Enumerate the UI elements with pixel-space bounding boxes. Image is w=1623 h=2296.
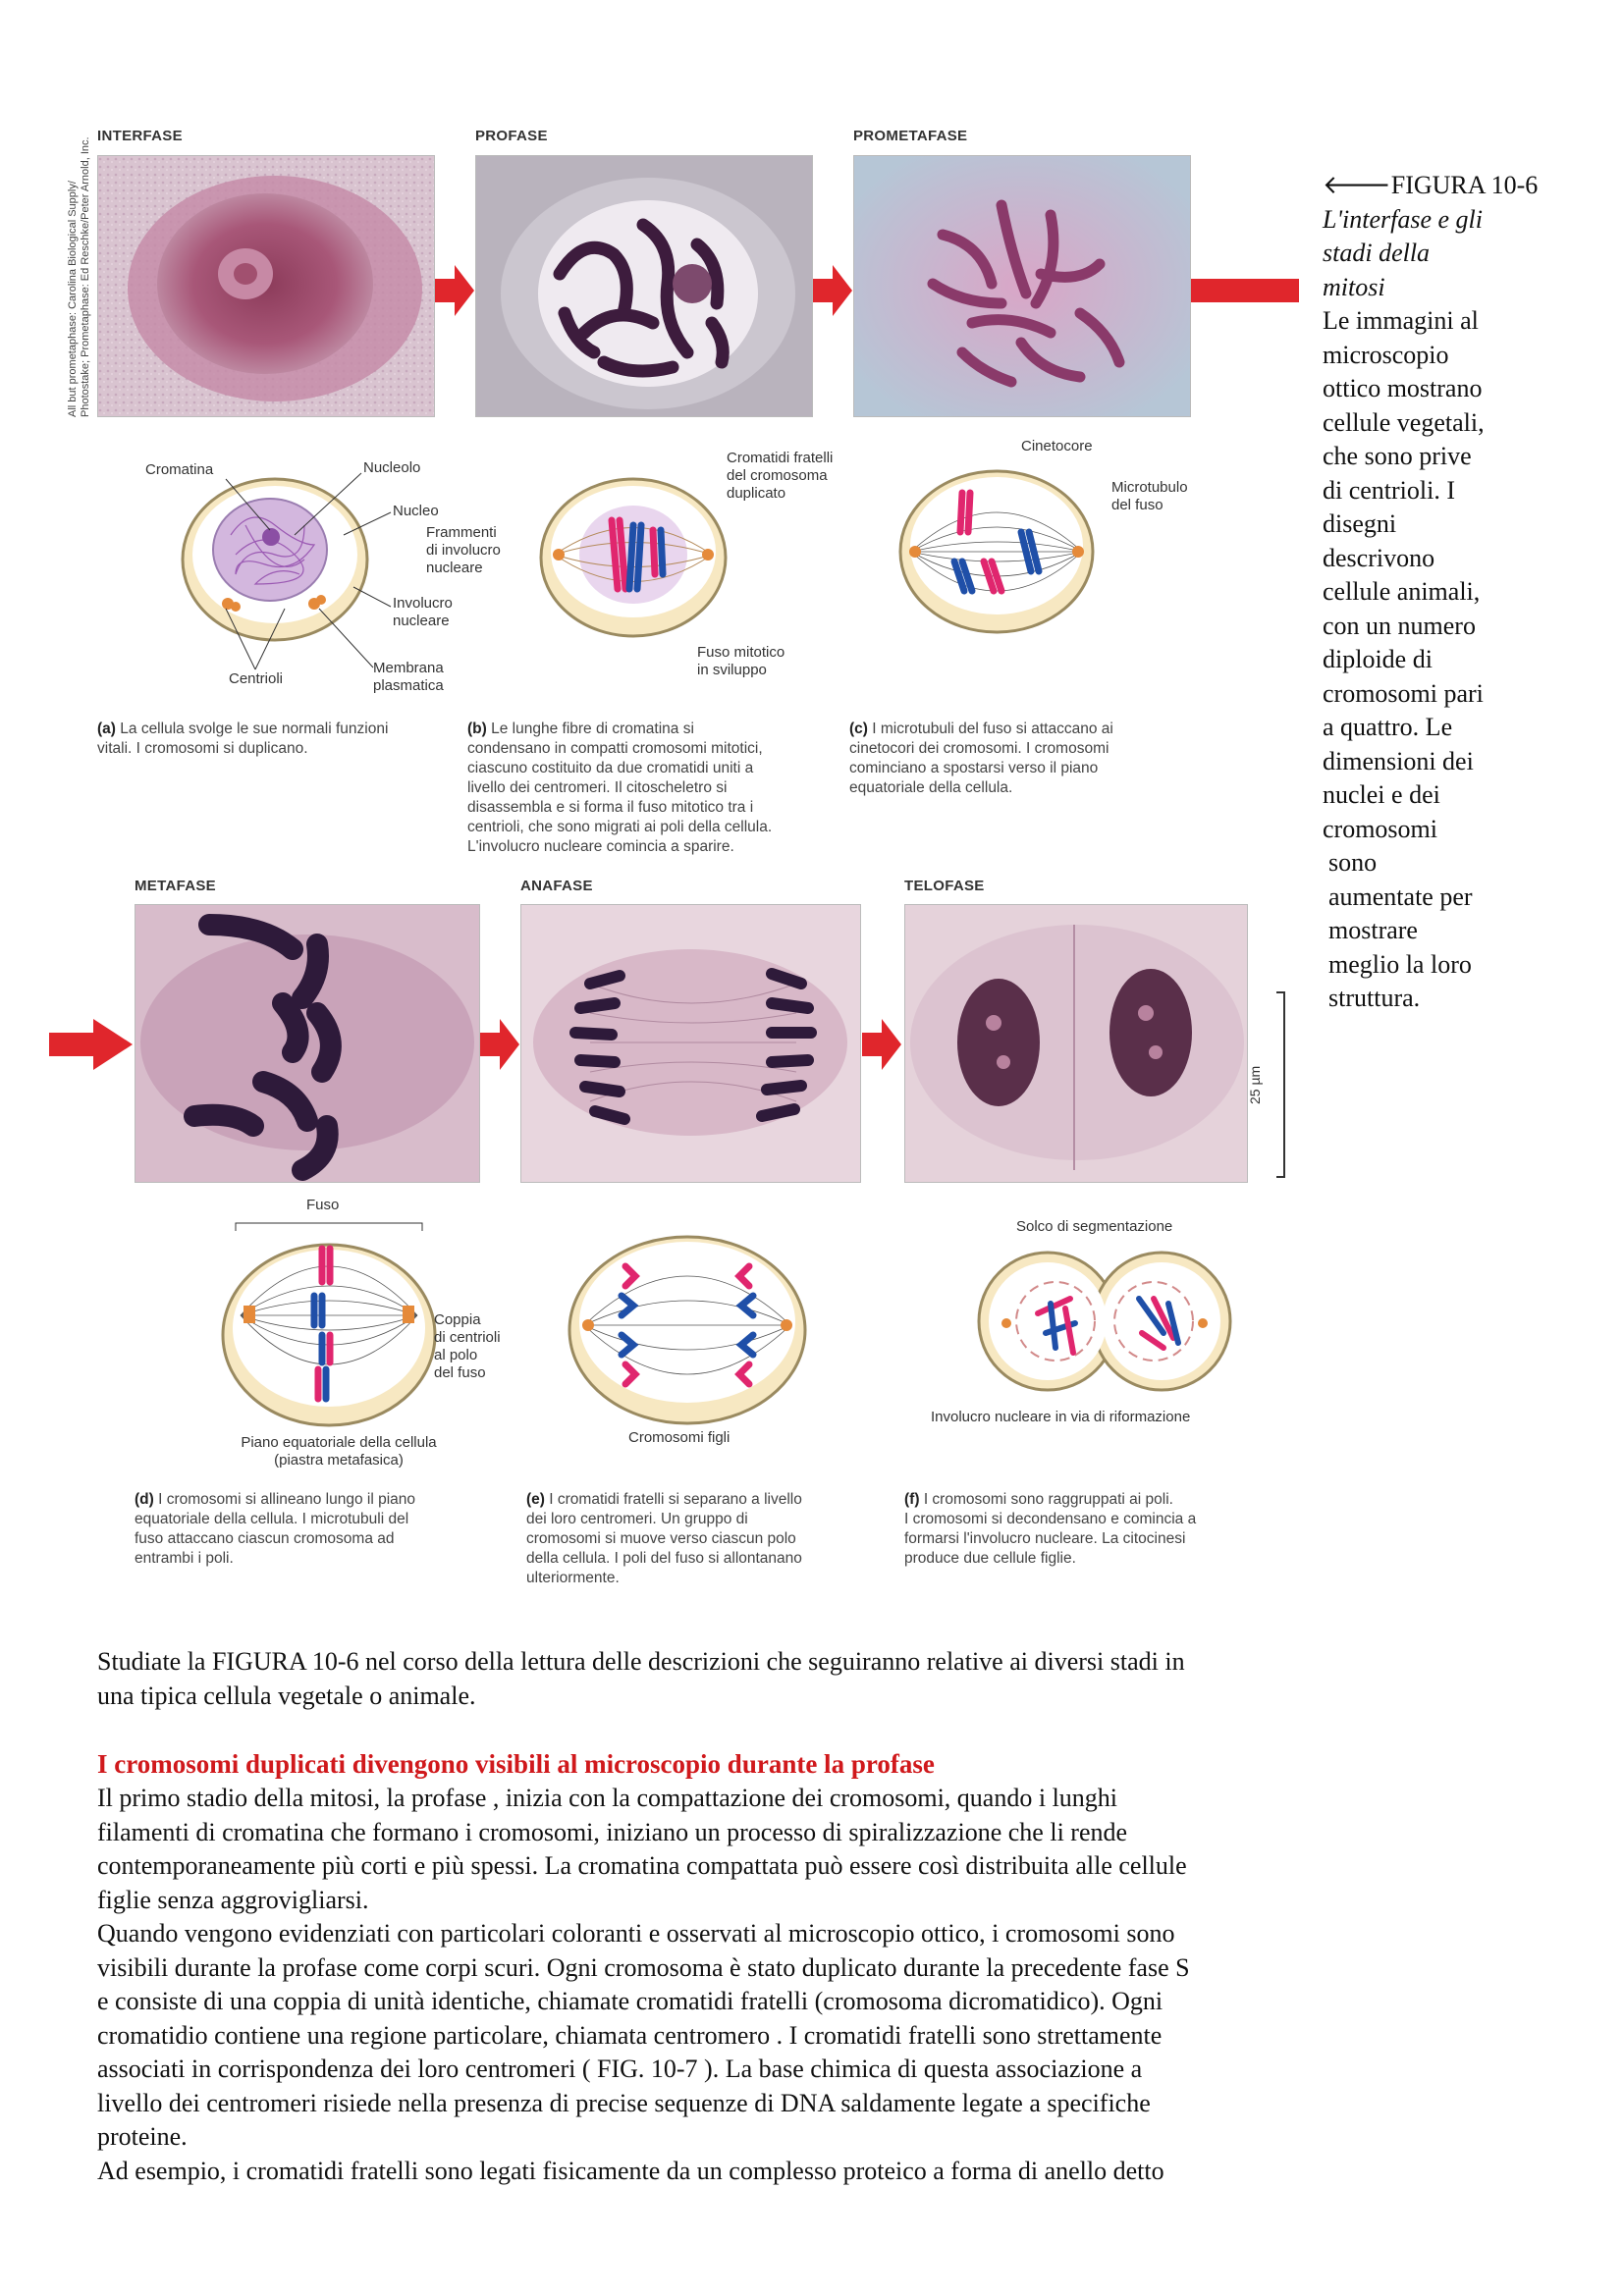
main-paragraph: Il primo stadio della mitosi, la profase , inizia con la compattazione dei cromosomi, quando i lunghi filamenti di cromatina che formano i cromosomi, iniziano un processo di spiralizzazione che li rende contemporaneamente più corti e più spessi. La cromatina compattata può essere così distribuita alle cellule figlie senza aggrovigliarsi. Quando vengono evidenziati con particolari coloranti e osservati al microscopio ottico, i cromosomi sono visibili durante la profase come corpi scuri. Ogni cromosoma è stato duplicato durante la precedente fase S e consiste di una coppia di unità identiche, chiamate cromatidi fratelli (cromosoma dicromatidico). Ogni cromatidio contiene una regione particolare, chiamata centromero . I cromatidi fratelli sono strettamente associati in corrispondenza dei loro centromeri ( FIG. 10-7 ). La base chimica di questa associazione a livello dei centromeri risiede nella presenza di precise sequenze di DNA saldamente legate a specifiche proteine. Ad esempio, i cromatidi fratelli sono legati fisicamente da un complesso proteico a forma di anello detto (97, 1784, 1190, 2185)
caption-e: (e) I cromatidi fratelli si separano a livello dei loro centromeri. Un gruppo di cromosomi si muove verso ciascun polo della cellula. I poli del fuso si allontanano ulteriormente. (526, 1491, 802, 1586)
intro-paragraph: Studiate la FIGURA 10-6 nel corso della lettura delle descrizioni che seguiranno relative ai diversi stadi in una tipica cellula vegetale o animale. (97, 1647, 1185, 1710)
leader-lines (147, 461, 432, 687)
caption-b: (b) Le lunghe fibre di cromatina si condensano in compatti cromosomi mitotici, ciascuno costituito da due cromatidi uniti a livello dei centromeri. Il citoscheletro si disassembla e si forma il fuso mitotico tra i centrioli, che sono migrati ai poli della cellula. L'involucro nucleare comincia a sparire. (467, 721, 773, 855)
side-caption-subtitle: L'interfase e gli stadi della mitosi (1323, 204, 1483, 301)
label-frammenti: Frammenti di involucro nucleare (426, 524, 501, 576)
label-cromosomi-figli: Cromosomi figli (628, 1429, 730, 1446)
stage-title-profase: PROFASE (475, 128, 548, 144)
label-solco: Solco di segmentazione (1016, 1218, 1173, 1235)
section-heading: I cromosomi duplicati divengono visibili al microscopio durante la profase (97, 1749, 935, 1779)
diagram-anafase (565, 1227, 810, 1438)
side-caption-text: Le immagini al microscopio ottico mostrano cellule vegetali, che sono prive di centrioli. I disegni descrivono cellule animali, con un numero diploide di cromosomi pari a quattro. Le dimensioni dei nuclei e dei cromosomi sono aumentate per mostrare meglio la loro struttura. (1323, 306, 1485, 1012)
arrow-icon (93, 1019, 133, 1070)
label-nucleo: Nucleo (393, 503, 439, 519)
photo-telofase (904, 904, 1248, 1183)
diagram-metafase (216, 1217, 442, 1443)
arrow-icon (435, 265, 474, 316)
label-cromatina: Cromatina (145, 461, 214, 478)
label-membrana: Membrana plasmatica (373, 660, 444, 694)
arrow-bar (1191, 279, 1299, 302)
caption-f: (f) I cromosomi sono raggruppati ai poli. I cromosomi si decondensano e comincia a formarsi l'involucro nucleare. La citocinesi produce due cellule figlie. (904, 1491, 1197, 1567)
photo-interfase (97, 155, 435, 417)
diagram-telofase (977, 1245, 1232, 1397)
stage-title-interfase: INTERFASE (97, 128, 183, 144)
stage-title-telofase: TELOFASE (904, 878, 985, 894)
photo-credit: All but prometaphase: Carolina Biological Supply/ Photostake; Prometaphase: Ed Reschke/Peter Arnold, Inc. (67, 136, 91, 417)
label-involucro: Involucro nucleare (393, 595, 453, 629)
photo-anafase (520, 904, 861, 1183)
side-caption-title: 🡐FIGURA 10-6 (1323, 171, 1539, 199)
arrow-icon (862, 1019, 901, 1070)
diagram-profase (535, 471, 731, 643)
label-coppia: Coppia di centrioli al polo del fuso (434, 1311, 501, 1381)
arrow-icon (813, 265, 852, 316)
photo-metafase (135, 904, 480, 1183)
label-involucro-riformazione: Involucro nucleare in via di riformazione (931, 1409, 1191, 1425)
photo-prometafase (853, 155, 1191, 417)
label-fuso-mitotico: Fuso mitotico in sviluppo (697, 644, 785, 678)
stage-title-metafase: METAFASE (135, 878, 216, 894)
caption-c: (c) I microtubuli del fuso si attaccano ai cinetocori dei cromosomi. I cromosomi cominciano a spostarsi verso il piano equatoriale della cellula. (849, 721, 1113, 796)
label-microtubulo: Microtubulo del fuso (1111, 479, 1188, 513)
arrow-icon (480, 1019, 519, 1070)
caption-a: (a) La cellula svolge le sue normali funzioni vitali. I cromosomi si duplicano. (97, 721, 389, 757)
stage-title-anafase: ANAFASE (520, 878, 593, 894)
caption-d: (d) I cromosomi si allineano lungo il piano equatoriale della cellula. I microtubuli del fuso attaccano ciascun cromosoma ad entrambi i poli. (135, 1491, 416, 1567)
label-fuso: Fuso (306, 1197, 340, 1213)
label-cinetocore: Cinetocore (1021, 438, 1093, 454)
label-nucleolo: Nucleolo (363, 459, 421, 476)
scale-bar (1267, 991, 1290, 1178)
scale-label: 25 µm (1247, 1065, 1263, 1104)
diagram-prometafase (893, 463, 1100, 640)
arrow-bar (49, 1033, 98, 1056)
label-piano: Piano equatoriale della cellula (piastra metafasica) (241, 1434, 437, 1468)
photo-profase (475, 155, 813, 417)
stage-title-prometafase: PROMETAFASE (853, 128, 968, 144)
label-centrioli: Centrioli (229, 670, 284, 687)
label-cromatidi: Cromatidi fratelli del cromosoma duplicato (727, 450, 834, 502)
side-caption (1323, 169, 1607, 1016)
